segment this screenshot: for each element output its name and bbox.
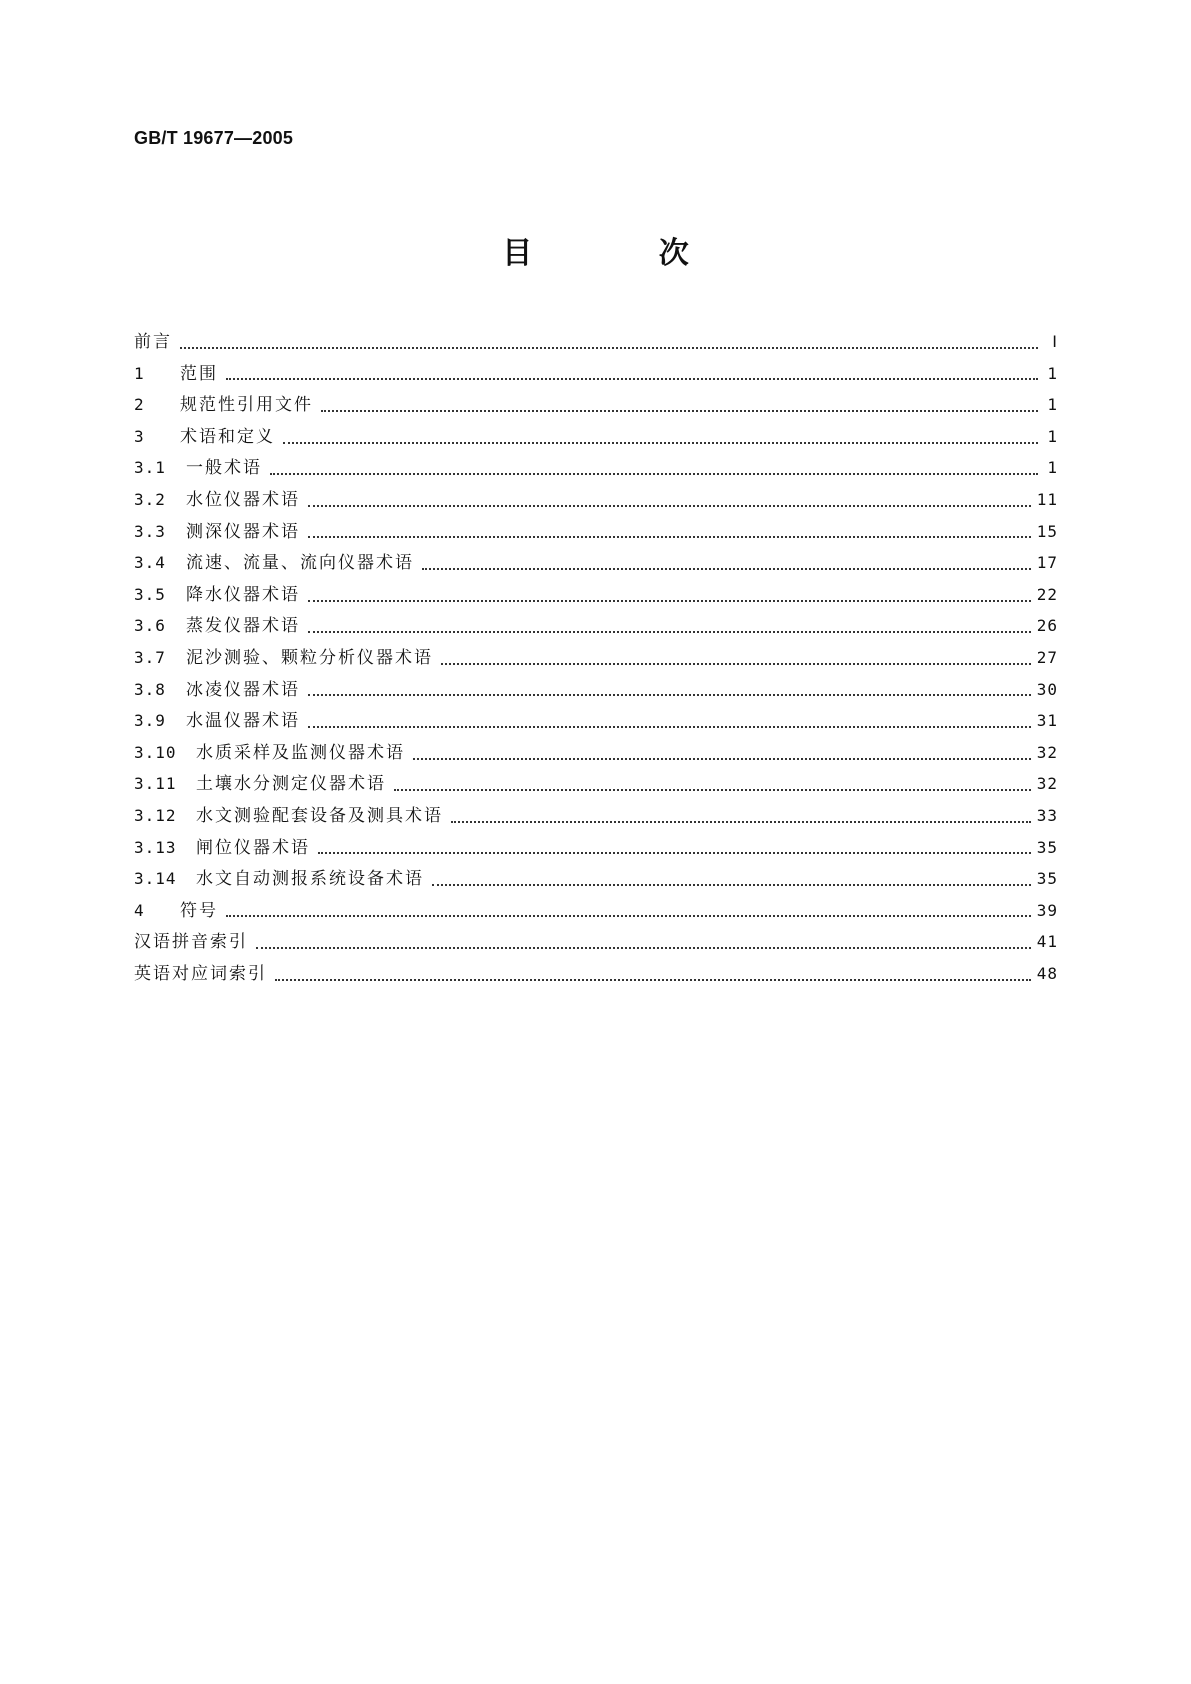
toc-entry-label: 闸位仪器术语	[196, 837, 310, 858]
toc-entry-page: 15	[1036, 521, 1058, 541]
toc-entry-label: 英语对应词索引	[134, 963, 267, 984]
toc-entry-page: 1	[1047, 426, 1058, 446]
toc-entry-page: 31	[1036, 711, 1058, 731]
toc-title: 目 次	[502, 236, 747, 271]
toc-entry-page: 39	[1036, 900, 1058, 920]
toc-dot-leader	[283, 442, 1038, 444]
toc-entry-label: 水文测验配套设备及测具术语	[196, 805, 443, 826]
toc-entry-number: 3.13	[134, 837, 177, 857]
toc-entry-label: 规范性引用文件	[180, 395, 313, 416]
toc-entry-3-2[interactable]	[134, 484, 1058, 516]
toc-entry-3-5[interactable]	[134, 579, 1058, 611]
toc-entry-number: 3.5	[134, 584, 166, 604]
toc-dot-leader	[318, 852, 1031, 854]
toc-dot-leader	[270, 473, 1038, 475]
toc-entry-page: 11	[1036, 489, 1058, 509]
toc-entry-page: 30	[1036, 679, 1058, 699]
toc-entry-number: 3.9	[134, 711, 166, 731]
toc-entry-page: 41	[1036, 932, 1058, 952]
toc-dot-leader	[413, 758, 1031, 760]
toc-entry-3-12[interactable]	[134, 800, 1058, 832]
toc-entry-3-8[interactable]	[134, 674, 1058, 706]
toc-entry-page: Ⅰ	[1052, 332, 1058, 351]
toc-entry-3-7[interactable]	[134, 642, 1058, 674]
toc-dot-leader	[308, 536, 1031, 538]
toc-entry-3[interactable]	[134, 421, 1058, 453]
toc-entry-3-4[interactable]	[134, 547, 1058, 579]
toc-entry-label: 流速、流量、流向仪器术语	[186, 553, 414, 574]
toc-entry-english-index[interactable]	[134, 958, 1058, 990]
toc-entry-page: 48	[1036, 963, 1058, 983]
toc-dot-leader	[441, 663, 1031, 665]
toc-entry-4[interactable]	[134, 895, 1058, 927]
toc-entry-pinyin-index[interactable]	[134, 926, 1058, 958]
toc-dot-leader	[422, 568, 1031, 570]
toc-entry-3-6[interactable]	[134, 610, 1058, 642]
toc-entry-3-14[interactable]	[134, 863, 1058, 895]
toc-dot-leader	[451, 821, 1031, 823]
toc-dot-leader	[308, 631, 1031, 633]
toc-entry-number: 4	[134, 900, 145, 920]
toc-entry-page: 1	[1047, 395, 1058, 415]
toc-entry-label: 降水仪器术语	[186, 584, 300, 605]
toc-entry-number: 3.2	[134, 489, 166, 509]
toc-entry-2[interactable]	[134, 389, 1058, 421]
toc-dot-leader	[256, 947, 1031, 949]
toc-entry-page: 26	[1036, 616, 1058, 636]
toc-entry-page: 33	[1036, 805, 1058, 825]
toc-entry-page: 1	[1047, 363, 1058, 383]
toc-entry-number: 3.1	[134, 458, 166, 478]
toc-dot-leader	[321, 410, 1038, 412]
toc-dot-leader	[275, 979, 1031, 981]
toc-entry-number: 1	[134, 363, 145, 383]
toc-entry-page: 35	[1036, 837, 1058, 857]
table-of-contents	[134, 326, 1058, 989]
toc-entry-number: 2	[134, 395, 145, 415]
toc-entry-number: 3.6	[134, 616, 166, 636]
toc-dot-leader	[308, 694, 1031, 696]
toc-entry-foreword[interactable]	[134, 326, 1058, 358]
toc-entry-label: 前言	[134, 332, 172, 352]
toc-entry-number: 3.4	[134, 553, 166, 573]
toc-dot-leader	[226, 378, 1038, 380]
toc-entry-label: 一般术语	[186, 458, 262, 479]
toc-entry-3-3[interactable]	[134, 516, 1058, 548]
toc-entry-number: 3.8	[134, 679, 166, 699]
toc-entry-label: 测深仪器术语	[186, 521, 300, 542]
toc-entry-label: 符号	[180, 900, 218, 921]
toc-entry-label: 水质采样及监测仪器术语	[196, 742, 405, 763]
toc-entry-page: 27	[1036, 647, 1058, 667]
toc-dot-leader	[432, 884, 1031, 886]
toc-entry-label: 蒸发仪器术语	[186, 616, 300, 637]
toc-dot-leader	[308, 505, 1031, 507]
toc-entry-number: 3.7	[134, 647, 166, 667]
toc-entry-page: 32	[1036, 774, 1058, 794]
toc-entry-label: 土壤水分测定仪器术语	[196, 774, 386, 795]
toc-entry-number: 3	[134, 426, 145, 446]
standard-code: GB/T 19677—2005	[134, 128, 294, 148]
toc-dot-leader	[308, 600, 1031, 602]
toc-entry-3-1[interactable]	[134, 452, 1058, 484]
toc-entry-page: 22	[1036, 584, 1058, 604]
toc-entry-label: 水温仪器术语	[186, 711, 300, 732]
toc-entry-3-10[interactable]	[134, 737, 1058, 769]
toc-dot-leader	[308, 726, 1031, 728]
toc-entry-number: 3.14	[134, 869, 177, 889]
toc-entry-3-9[interactable]	[134, 705, 1058, 737]
toc-entry-label: 泥沙测验、颗粒分析仪器术语	[186, 647, 433, 668]
toc-entry-label: 汉语拼音索引	[134, 932, 248, 953]
toc-entry-3-13[interactable]	[134, 832, 1058, 864]
toc-entry-number: 3.10	[134, 742, 177, 762]
toc-entry-label: 水位仪器术语	[186, 489, 300, 510]
toc-entry-label: 水文自动测报系统设备术语	[196, 869, 424, 890]
toc-dot-leader	[180, 347, 1038, 349]
toc-entry-number: 3.3	[134, 521, 166, 541]
toc-dot-leader	[226, 915, 1031, 917]
toc-entry-1[interactable]	[134, 358, 1058, 390]
toc-entry-page: 32	[1036, 742, 1058, 762]
toc-entry-number: 3.12	[134, 805, 177, 825]
toc-dot-leader	[394, 789, 1031, 791]
toc-entry-page: 1	[1047, 458, 1058, 478]
toc-entry-3-11[interactable]	[134, 768, 1058, 800]
toc-entry-label: 范围	[180, 363, 218, 384]
toc-entry-label: 术语和定义	[180, 426, 275, 447]
toc-entry-page: 17	[1036, 553, 1058, 573]
toc-entry-page: 35	[1036, 869, 1058, 889]
toc-entry-number: 3.11	[134, 774, 177, 794]
toc-entry-label: 冰凌仪器术语	[186, 679, 300, 700]
